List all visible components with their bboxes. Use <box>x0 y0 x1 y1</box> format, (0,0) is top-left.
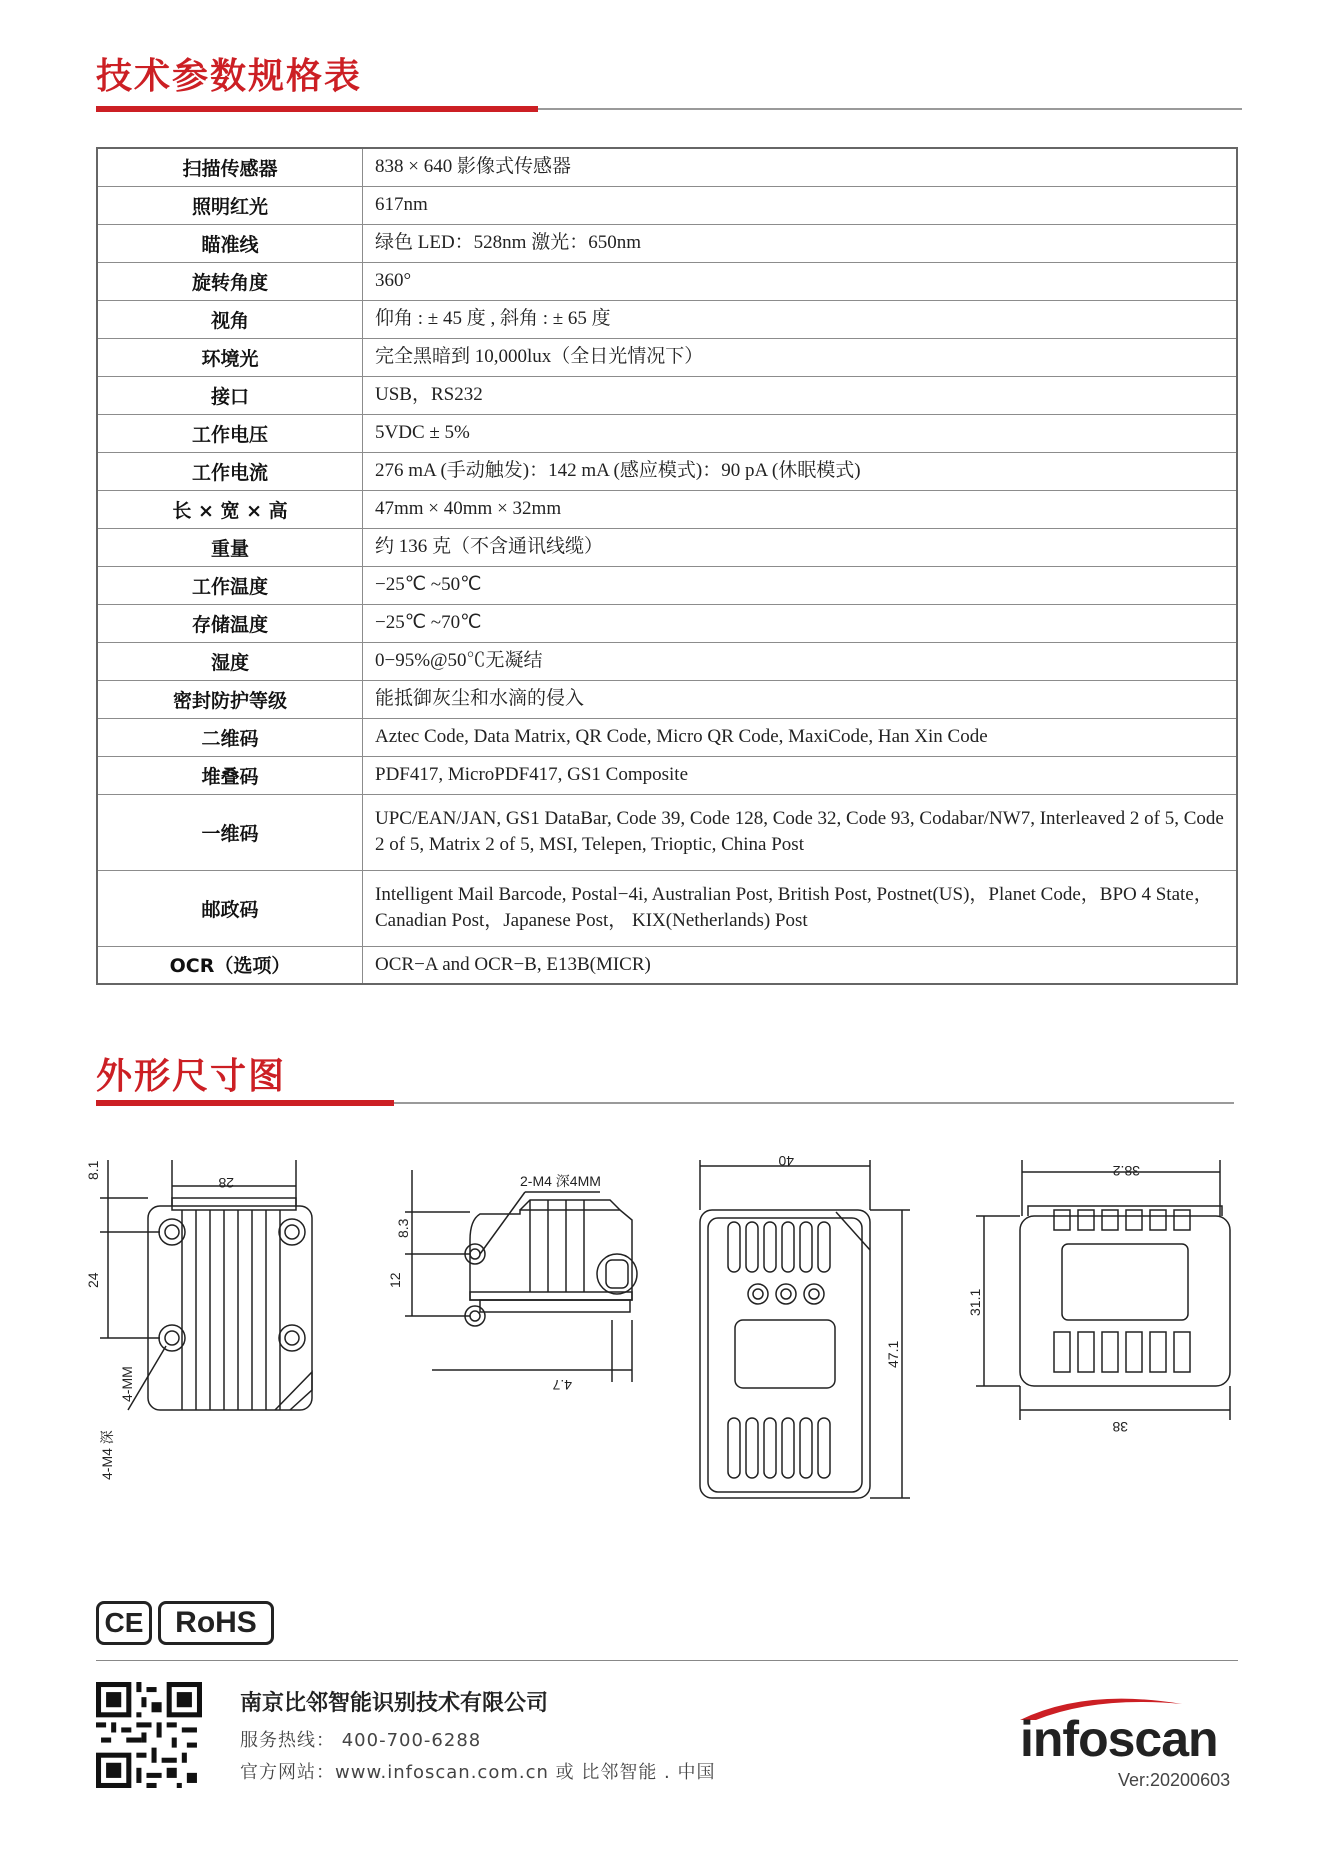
spec-row <box>97 566 1237 604</box>
spec-label: 接口 <box>97 376 363 414</box>
dimension-drawings <box>0 1120 1323 1520</box>
view-3-dim-top: 40 <box>778 1153 794 1169</box>
spec-row <box>97 528 1237 566</box>
spec-value: 838 × 640 影像式传感器 <box>363 148 1238 186</box>
spec-label: 瞄准线 <box>97 224 363 262</box>
service-hotline: 服务热线： 400-700-6288 <box>240 1730 482 1751</box>
view-2-dim-bottom: 4.7 <box>552 1377 572 1393</box>
spec-value: PDF417, MicroPDF417, GS1 Composite <box>363 756 1238 794</box>
spec-label: 重量 <box>97 528 363 566</box>
spec-table <box>96 147 1238 985</box>
spec-value: UPC/EAN/JAN, GS1 DataBar, Code 39, Code 128, Code 32, Code 93, Codabar/NW7, Interleaved 2 of 5, Code 2 of 5, Matrix 2 of 5, MSI, Telepen, Trioptic, China Post <box>363 794 1238 870</box>
specs-title-accent-bar <box>96 106 538 112</box>
spec-value: USB，RS232 <box>363 376 1238 414</box>
rohs-mark: RoHS <box>158 1601 274 1645</box>
spec-label: 邮政码 <box>97 870 363 946</box>
dimensions-title-accent-bar <box>96 1100 394 1106</box>
spec-row <box>97 148 1237 186</box>
spec-label: 堆叠码 <box>97 756 363 794</box>
spec-row <box>97 794 1237 870</box>
spec-table-body <box>97 148 1237 984</box>
spec-label: 工作电流 <box>97 452 363 490</box>
spec-label: 视角 <box>97 300 363 338</box>
spec-label: 湿度 <box>97 642 363 680</box>
spec-label: 一维码 <box>97 794 363 870</box>
spec-row <box>97 452 1237 490</box>
qr-code-icon <box>96 1682 202 1788</box>
view-4-dim-top: 38.2 <box>1112 1163 1140 1179</box>
spec-value: 约 136 克（不含通讯线缆） <box>363 528 1238 566</box>
spec-row <box>97 376 1237 414</box>
view-1-dim-top: 28 <box>218 1175 234 1191</box>
spec-label: 环境光 <box>97 338 363 376</box>
footer-rule <box>96 1660 1238 1661</box>
view-2-dim-upper: 8.3 <box>395 1218 411 1238</box>
spec-value: 617nm <box>363 186 1238 224</box>
spec-row <box>97 946 1237 984</box>
spec-label: 密封防护等级 <box>97 680 363 718</box>
spec-label: 工作电压 <box>97 414 363 452</box>
spec-row <box>97 870 1237 946</box>
view-1-hole-label-a: 4-MM <box>119 1366 135 1402</box>
spec-row <box>97 756 1237 794</box>
view-1-dim-left-top: 8.1 <box>85 1160 101 1180</box>
spec-row <box>97 718 1237 756</box>
spec-value: 47mm × 40mm × 32mm <box>363 490 1238 528</box>
spec-value: Intelligent Mail Barcode, Postal−4i, Australian Post, British Post, Postnet(US)，Planet Code，BPO 4 State，Canadian Post，Japanese Post， KIX(Netherlands) Post <box>363 870 1238 946</box>
view-4-drawing <box>976 1160 1230 1420</box>
spec-row <box>97 186 1237 224</box>
spec-value: Aztec Code, Data Matrix, QR Code, Micro QR Code, MaxiCode, Han Xin Code <box>363 718 1238 756</box>
spec-row <box>97 642 1237 680</box>
spec-value: 完全黑暗到 10,000lux（全日光情况下） <box>363 338 1238 376</box>
view-1-dim-left-mid: 24 <box>85 1272 101 1288</box>
spec-row <box>97 224 1237 262</box>
view-3-dim-right: 47.1 <box>885 1340 901 1368</box>
spec-label: 二维码 <box>97 718 363 756</box>
version-label: Ver:20200603 <box>1118 1770 1231 1790</box>
view-2-screw-label: 2-M4 深4MM <box>520 1173 601 1189</box>
spec-value: 仰角 : ± 45 度 , 斜角 : ± 65 度 <box>363 300 1238 338</box>
spec-value: 360° <box>363 262 1238 300</box>
spec-label: 存储温度 <box>97 604 363 642</box>
spec-label: 工作温度 <box>97 566 363 604</box>
specs-section-title: 技术参数规格表 <box>96 55 363 97</box>
spec-value: 276 mA (手动触发)：142 mA (感应模式)：90 pA (休眠模式) <box>363 452 1238 490</box>
spec-value: OCR−A and OCR−B, E13B(MICR) <box>363 946 1238 984</box>
spec-row <box>97 414 1237 452</box>
view-3-drawing <box>700 1160 910 1498</box>
spec-value: 绿色 LED：528nm 激光：650nm <box>363 224 1238 262</box>
view-2-dim-lower: 12 <box>387 1272 403 1288</box>
spec-row <box>97 338 1237 376</box>
official-website: 官方网站：www.infoscan.com.cn 或 比邻智能 . 中国 <box>240 1762 716 1783</box>
spec-label: 旋转角度 <box>97 262 363 300</box>
view-2-drawing <box>405 1170 637 1382</box>
ce-mark: CE <box>96 1601 152 1645</box>
spec-row <box>97 490 1237 528</box>
spec-value: −25℃ ~50℃ <box>363 566 1238 604</box>
spec-value: 0−95%@50℃无凝结 <box>363 642 1238 680</box>
spec-row <box>97 262 1237 300</box>
view-4-dim-left: 31.1 <box>967 1288 983 1316</box>
spec-label: 照明红光 <box>97 186 363 224</box>
view-4-dim-bottom: 38 <box>1112 1419 1128 1435</box>
spec-label: 长 × 宽 × 高 <box>97 490 363 528</box>
company-name: 南京比邻智能识别技术有限公司 <box>240 1691 549 1716</box>
spec-value: 5VDC ± 5% <box>363 414 1238 452</box>
spec-row <box>97 604 1237 642</box>
spec-value: −25℃ ~70℃ <box>363 604 1238 642</box>
company-logo: infoscan <box>1020 1711 1218 1767</box>
spec-label: OCR（选项） <box>97 946 363 984</box>
spec-label: 扫描传感器 <box>97 148 363 186</box>
spec-value: 能抵御灰尘和水滴的侵入 <box>363 680 1238 718</box>
spec-row <box>97 680 1237 718</box>
spec-row <box>97 300 1237 338</box>
dimensions-section-title: 外形尺寸图 <box>96 1055 287 1097</box>
view-1-hole-label-b: 4-M4 深 <box>99 1430 115 1480</box>
